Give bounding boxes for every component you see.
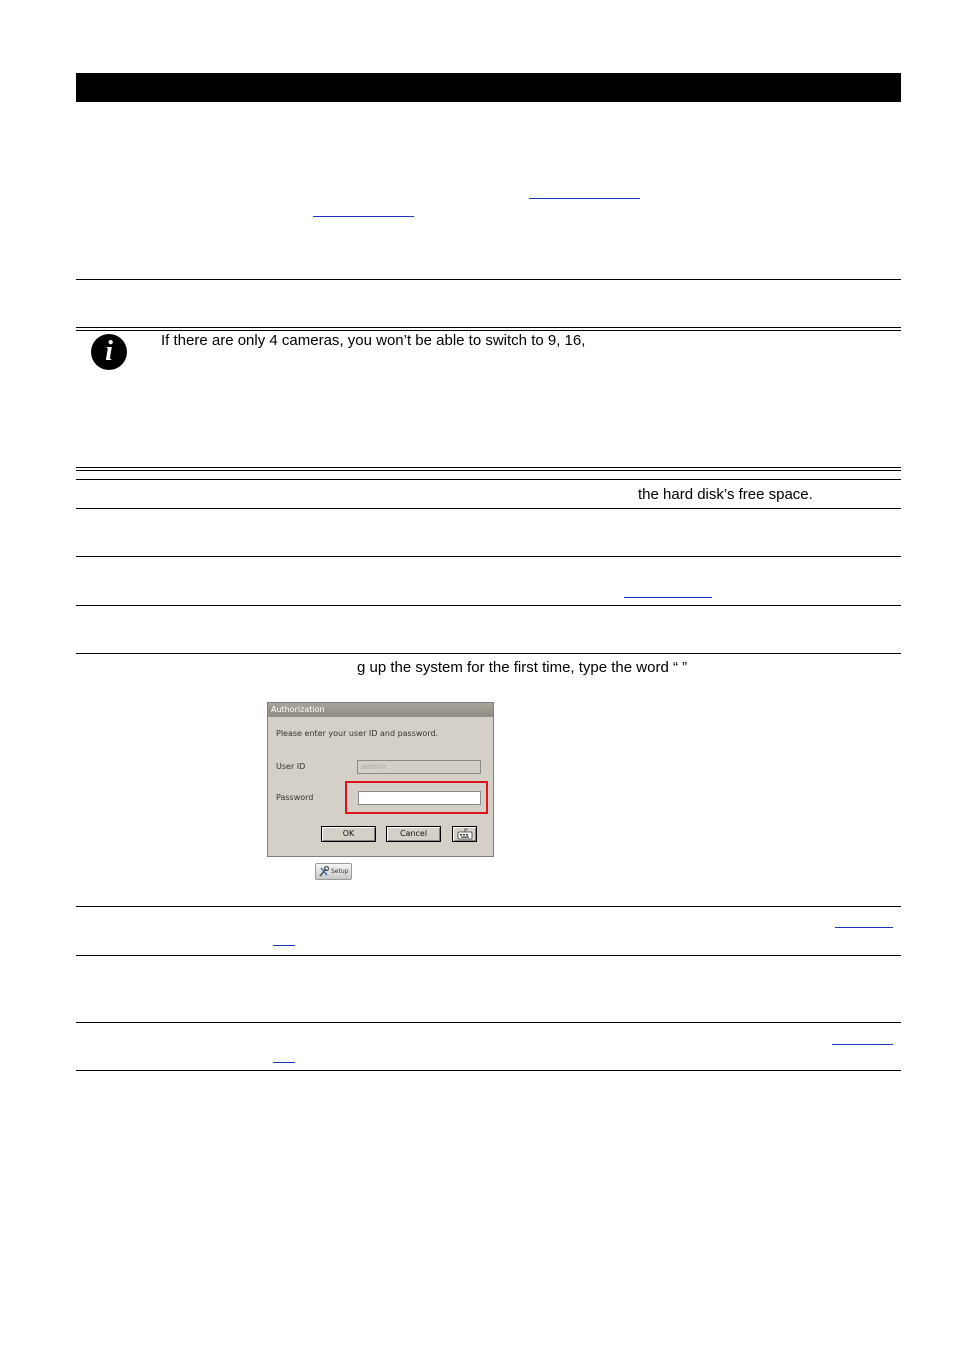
note-top-rule [76,330,901,331]
dialog-prompt: Please enter your user ID and password. [276,729,439,738]
link-underline[interactable] [835,927,893,928]
link-underline[interactable] [273,1062,295,1063]
table-divider [76,479,901,480]
tools-icon [319,866,329,877]
user-id-field[interactable]: admin [357,760,481,774]
note-bottom-rule [76,470,901,471]
authorization-dialog [267,702,494,857]
table-divider [76,556,901,557]
note-text: If there are only 4 cameras, you won’t be able to switch to 9, 16, [161,332,586,349]
table-divider [76,605,901,606]
table-divider [76,279,901,280]
keyboard-button[interactable] [452,826,477,842]
dialog-title: Authorization [268,703,493,717]
user-id-label: User ID [276,762,306,771]
ok-button[interactable]: OK [321,826,376,842]
link-underline[interactable] [624,597,712,598]
login-description: g up the system for the first time, type the word “ ” [357,659,688,676]
setup-button-label: Setup [331,868,349,875]
link-underline[interactable] [273,945,295,946]
setup-button[interactable] [315,863,352,880]
note-top-rule [76,327,901,328]
link-underline[interactable] [529,198,640,199]
table-divider [76,508,901,509]
table-divider [76,955,901,956]
table-divider [76,906,901,907]
note-bottom-rule [76,467,901,468]
table-divider [76,653,901,654]
keyboard-icon [457,828,473,840]
link-underline[interactable] [832,1044,893,1045]
password-field[interactable] [358,791,481,805]
password-label: Password [276,793,314,802]
table-divider [76,1070,901,1071]
section-header-bar [76,73,901,102]
info-icon: i [91,334,127,370]
hdd-description: the hard disk’s free space. [638,486,813,503]
cancel-button[interactable]: Cancel [386,826,441,842]
link-underline[interactable] [313,216,414,217]
table-divider [76,1022,901,1023]
